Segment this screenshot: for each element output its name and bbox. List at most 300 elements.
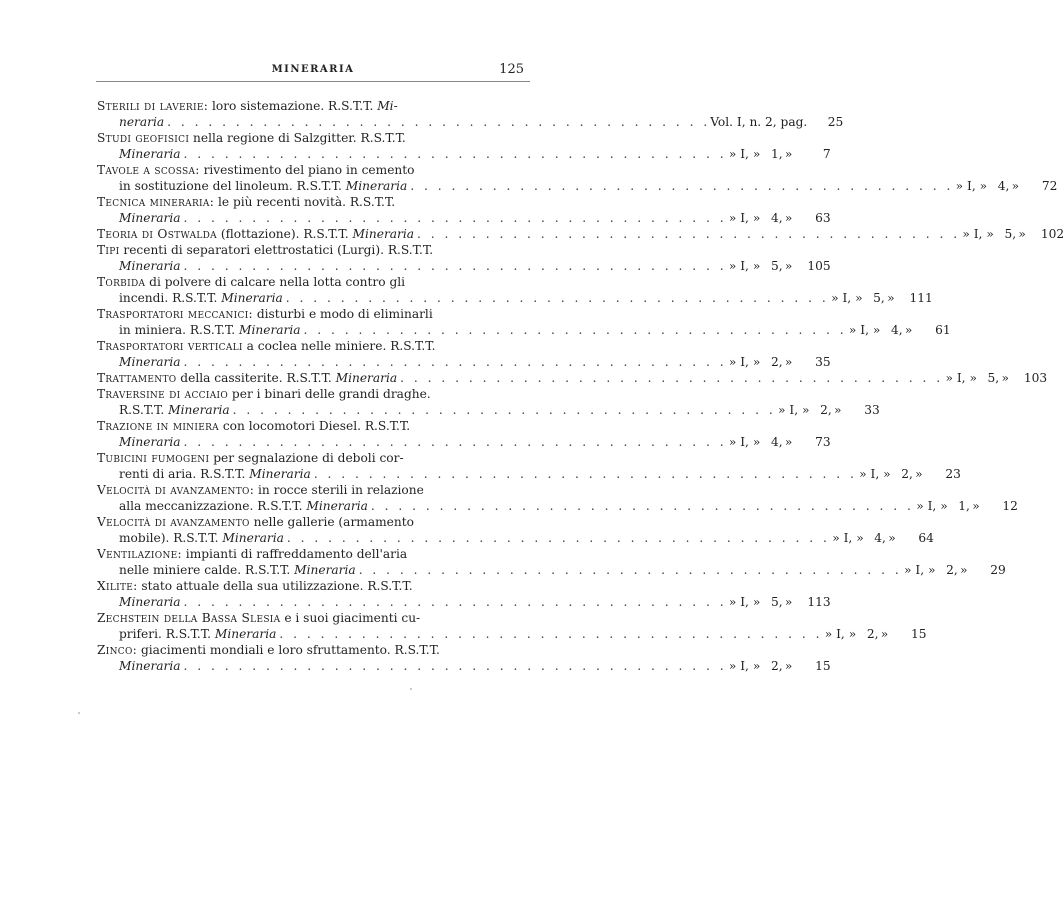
- header-rule: [96, 81, 530, 82]
- entry-line: [97, 450, 529, 466]
- journal-name: Mineraria: [119, 259, 181, 273]
- entry-description: renti di aria. R.S.T.T.: [119, 467, 250, 481]
- volume: I,: [789, 403, 799, 417]
- entry-line: [97, 610, 529, 626]
- page-reference: [943, 370, 1047, 386]
- page-reference: [847, 322, 951, 338]
- entry-description: (flottazione). R.S.T.T.: [216, 227, 353, 241]
- index-entries: [97, 98, 1064, 674]
- dot-leader: . . . . . . . . . . . . . . . . . . . . . . . . . . . . . . . . . . . . . . . .: [183, 595, 727, 609]
- journal-name: Mineraria: [119, 435, 181, 449]
- index-entry: [97, 98, 844, 130]
- page-number-ref: 7: [822, 147, 831, 161]
- entry-description: per segnalazione di deboli cor-: [209, 451, 404, 465]
- page-number-ref: 29: [990, 563, 1006, 577]
- journal-name: Mi-: [377, 99, 398, 113]
- ditto-mark: »: [831, 291, 839, 305]
- page-reference: [953, 178, 1057, 194]
- entry-text: [119, 530, 284, 546]
- index-entry: [97, 482, 1018, 514]
- reference-page: 25: [827, 115, 844, 129]
- entry-line: [97, 498, 1018, 514]
- ditto-mark: »: [752, 355, 761, 369]
- paper-speck: [410, 688, 412, 690]
- running-header: [96, 64, 530, 86]
- entry-description: R.S.T.T.: [119, 403, 169, 417]
- journal-name: Mineraria: [119, 147, 181, 161]
- entry-text: [97, 162, 415, 178]
- dot-leader: . . . . . . . . . . . . . . . . . . . . . . . . . . . . . . . . . . . . . . . .: [303, 323, 847, 337]
- entry-heading: Teoria di Ostwalda: [97, 227, 217, 241]
- index-entry: [97, 274, 933, 306]
- entry-text: [97, 514, 414, 530]
- entry-text: [97, 386, 431, 402]
- page-number-ref: 61: [935, 323, 951, 337]
- entry-description: recenti di separatori elettrostatici (Lurgi). R.S.T.T.: [119, 243, 434, 257]
- index-entry: [97, 242, 831, 274]
- dot-leader: . . . . . . . . . . . . . . . . . . . . . . . . . . . . . . . . . . . . . . . .: [183, 659, 727, 673]
- ditto-mark: »: [928, 563, 936, 577]
- entry-heading: Trasportatori meccanici:: [97, 307, 253, 321]
- ditto-mark: »: [986, 227, 994, 241]
- journal-name: Mineraria: [335, 371, 398, 385]
- index-entry: [97, 194, 831, 226]
- ditto-mark: »: [872, 323, 881, 337]
- ditto-mark: »: [728, 435, 737, 449]
- index-entry: [97, 226, 1064, 242]
- entry-line: [97, 466, 961, 482]
- issue-number: 2,: [901, 467, 913, 481]
- page-reference: [829, 290, 933, 306]
- volume: I,: [860, 323, 869, 337]
- journal-name: Mineraria: [352, 227, 415, 241]
- ditto-mark: »: [962, 227, 970, 241]
- entry-line: [97, 242, 529, 258]
- page-number-ref: 23: [945, 467, 961, 481]
- ditto-mark: »: [728, 147, 737, 161]
- dot-leader: . . . . . . . . . . . . . . . . . . . . . . . . . . . . . . . . . . . . . . . .: [313, 467, 857, 481]
- volume: I,: [843, 531, 853, 545]
- index-entry: [97, 642, 831, 674]
- entry-description: impianti di raffreddamento dell'aria: [181, 547, 408, 561]
- entry-text: [119, 322, 301, 338]
- entry-heading: Trazione in miniera: [97, 419, 219, 433]
- page-reference: [727, 146, 831, 162]
- volume: I,: [836, 627, 845, 641]
- issue-number: 2,: [770, 659, 783, 673]
- entry-line: [97, 578, 529, 594]
- journal-name: neraria: [119, 115, 165, 129]
- issue-number: 5,: [1004, 227, 1017, 241]
- ditto-mark: »: [945, 371, 953, 385]
- ditto-mark: »: [752, 659, 761, 673]
- dot-leader: . . . . . . . . . . . . . . . . . . . . . . . . . . . . . . . . . . . . . . . .: [370, 499, 914, 513]
- ditto-mark: »: [880, 627, 889, 641]
- entry-line: [97, 306, 529, 322]
- entry-description: di polvere di calcare nella lotta contro gli: [145, 275, 406, 289]
- entry-text: [119, 114, 164, 130]
- entry-description: alla meccanizzazione. R.S.T.T.: [119, 499, 307, 513]
- entry-description: priferi. R.S.T.T.: [119, 627, 215, 641]
- ditto-mark: »: [752, 259, 761, 273]
- dot-leader: . . . . . . . . . . . . . . . . . . . . . . . . . . . . . . . . . . . . . . . .: [417, 227, 961, 241]
- journal-name: Mineraria: [221, 291, 283, 305]
- page-number-ref: 73: [815, 435, 831, 449]
- entry-description: incendi. R.S.T.T.: [119, 291, 222, 305]
- entry-text: [97, 418, 410, 434]
- index-entry: [97, 162, 1058, 194]
- ditto-mark: »: [979, 179, 988, 193]
- entry-line: [97, 594, 831, 610]
- entry-text: [97, 370, 397, 386]
- issue-number: 1,: [958, 499, 970, 513]
- dot-leader: . . . . . . . . . . . . . . . . . . . . . . . . . . . . . . . . . . . . . . . .: [183, 355, 727, 369]
- volume: I,: [967, 179, 976, 193]
- paper-speck: [78, 712, 80, 714]
- ditto-mark: »: [916, 499, 924, 513]
- entry-line: [97, 354, 831, 370]
- entry-line: [97, 434, 831, 450]
- journal-name: Mineraria: [345, 179, 408, 193]
- entry-text: [97, 546, 407, 562]
- ditto-mark: »: [832, 531, 840, 545]
- entry-text: [119, 210, 181, 226]
- entry-description: in sostituzione del linoleum. R.S.T.T.: [119, 179, 346, 193]
- entry-line: [97, 418, 529, 434]
- page-number-ref: 111: [909, 291, 933, 305]
- ditto-mark: »: [887, 291, 895, 305]
- volume: I,: [956, 371, 966, 385]
- entry-heading: Velocità di avanzamento:: [97, 483, 255, 497]
- ditto-mark: »: [784, 147, 793, 161]
- journal-name: Mineraria: [119, 595, 181, 609]
- ditto-mark: »: [955, 179, 964, 193]
- entry-text: [97, 274, 405, 290]
- entry-text: [119, 146, 181, 162]
- issue-number: 2,: [770, 355, 783, 369]
- ditto-mark: »: [848, 323, 857, 337]
- entry-text: [119, 178, 407, 194]
- page-number-ref: 63: [815, 211, 831, 225]
- page-reference: [727, 354, 831, 370]
- entry-line: [97, 514, 529, 530]
- ditto-mark: »: [940, 499, 948, 513]
- page-number-ref: 12: [1002, 499, 1018, 513]
- index-entry: [97, 418, 831, 450]
- entry-text: [119, 498, 368, 514]
- page-number-ref: 72: [1041, 179, 1058, 193]
- ditto-mark: »: [969, 371, 977, 385]
- entry-line: [97, 274, 529, 290]
- entry-text: [97, 98, 398, 114]
- page-reference: [822, 626, 926, 642]
- issue-number: 2,: [946, 563, 958, 577]
- journal-name: Mineraria: [222, 531, 284, 545]
- volume: I,: [740, 147, 749, 161]
- entry-line: [97, 210, 831, 226]
- page-number-ref: 35: [815, 355, 831, 369]
- issue-number: 4,: [890, 323, 903, 337]
- entry-description: stato attuale della sua utilizzazione. R.S.T.T.: [137, 579, 413, 593]
- dot-leader: . . . . . . . . . . . . . . . . . . . . . . . . . . . . . . . . . . . . . . . .: [410, 179, 954, 193]
- ditto-mark: »: [972, 499, 980, 513]
- ditto-mark: »: [1011, 179, 1020, 193]
- index-entry: [97, 386, 880, 418]
- volume: I,: [740, 659, 749, 673]
- volume: I,: [740, 435, 749, 449]
- entry-text: [97, 642, 440, 658]
- entry-description: mobile). R.S.T.T.: [119, 531, 223, 545]
- ditto-mark: »: [848, 627, 857, 641]
- ditto-mark: »: [728, 595, 737, 609]
- entry-text: [119, 354, 181, 370]
- page-reference: [857, 466, 961, 482]
- entry-text: [97, 194, 395, 210]
- volume: I,: [927, 499, 937, 513]
- entry-heading: Tavole a scossa:: [97, 163, 200, 177]
- journal-name: Mineraria: [294, 563, 356, 577]
- entry-line: [97, 402, 880, 418]
- volume: I,: [740, 259, 749, 273]
- entry-line: [97, 114, 844, 130]
- entry-text: [119, 258, 181, 274]
- entry-description: della cassiterite. R.S.T.T.: [176, 371, 336, 385]
- ditto-mark: »: [728, 355, 737, 369]
- ditto-mark: »: [784, 435, 793, 449]
- entry-heading: Xilite:: [97, 579, 138, 593]
- entry-description: loro sistemazione. R.S.T.T.: [208, 99, 378, 113]
- page-reference: [727, 258, 831, 274]
- entry-line: [97, 146, 831, 162]
- issue-number: 4,: [770, 211, 783, 225]
- page-reference: [710, 114, 843, 130]
- entry-heading: Traversine di acciaio: [97, 387, 229, 401]
- header-title: MINERARIA: [271, 64, 355, 75]
- entry-description: per i binari delle grandi draghe.: [228, 387, 431, 401]
- page-reference: [727, 434, 831, 450]
- ditto-mark: »: [728, 211, 737, 225]
- entry-text: [119, 434, 181, 450]
- ditto-mark: »: [904, 563, 912, 577]
- ditto-mark: »: [784, 659, 793, 673]
- entry-line: [97, 130, 529, 146]
- entry-text: [97, 578, 413, 594]
- ditto-mark: »: [1018, 227, 1026, 241]
- issue-number: 4,: [770, 435, 783, 449]
- issue-number: 2,: [866, 627, 879, 641]
- journal-name: Mineraria: [119, 211, 181, 225]
- entry-line: [97, 98, 529, 114]
- ditto-mark: »: [728, 659, 737, 673]
- index-entry: [97, 338, 831, 370]
- index-entry: [97, 578, 831, 610]
- page-number-ref: 15: [910, 627, 927, 641]
- entry-line: [97, 178, 1058, 194]
- entry-heading: Tecnica mineraria:: [97, 195, 215, 209]
- ditto-mark: »: [834, 403, 842, 417]
- page-number-ref: 15: [815, 659, 831, 673]
- page-number-ref: 113: [807, 595, 831, 609]
- dot-leader: . . . . . . . . . . . . . . . . . . . . . . . . . . . . . . . . . . . . . . . .: [279, 627, 823, 641]
- entry-heading: Zinco:: [97, 643, 138, 657]
- dot-leader: . . . . . . . . . . . . . . . . . . . . . . . . . . . . . . . . . . . . . . . .: [285, 291, 829, 305]
- entry-line: [97, 370, 1048, 386]
- page-reference: [727, 594, 831, 610]
- entry-heading: Studi geofisici: [97, 131, 190, 145]
- entry-text: [119, 658, 181, 674]
- page-number: 125: [499, 62, 524, 77]
- page-number-ref: 105: [807, 259, 831, 273]
- ditto-mark: »: [728, 259, 737, 273]
- ditto-mark: »: [752, 147, 761, 161]
- journal-name: Mineraria: [119, 355, 181, 369]
- issue-number: 1,: [770, 147, 783, 161]
- entry-text: [119, 466, 311, 482]
- entry-text: [119, 626, 276, 642]
- dot-leader: . . . . . . . . . . . . . . . . . . . . . . . . . . . . . . . . . . . . . . . .: [232, 403, 776, 417]
- ditto-mark: »: [855, 291, 863, 305]
- index-entry: [97, 610, 927, 642]
- entry-description: e i suoi giacimenti cu-: [280, 611, 421, 625]
- entry-heading: Velocità di avanzamento: [97, 515, 250, 529]
- entry-line: [97, 626, 927, 642]
- entry-description: nella regione di Salzgitter. R.S.T.T.: [189, 131, 406, 145]
- entry-text: [119, 594, 181, 610]
- entry-heading: Zechstein della Bassa Slesia: [97, 611, 281, 625]
- volume: I,: [973, 227, 983, 241]
- journal-name: Mineraria: [306, 499, 368, 513]
- entry-heading: Tipi: [97, 243, 120, 257]
- issue-number: 5,: [770, 259, 783, 273]
- ditto-mark: »: [752, 435, 761, 449]
- entry-line: [97, 322, 951, 338]
- entry-line: [97, 386, 529, 402]
- entry-line: [97, 162, 529, 178]
- ditto-mark: »: [752, 595, 761, 609]
- ditto-mark: »: [915, 467, 923, 481]
- issue-number: 2,: [820, 403, 832, 417]
- entry-line: [97, 258, 831, 274]
- ditto-mark: »: [784, 211, 793, 225]
- index-entry: [97, 370, 1048, 386]
- page-reference: [902, 562, 1006, 578]
- entry-text: [97, 130, 406, 146]
- page-number-ref: 33: [864, 403, 880, 417]
- entry-description: giacimenti mondiali e loro sfruttamento. R.S.T.T.: [137, 643, 440, 657]
- entry-text: [119, 402, 230, 418]
- ditto-mark: »: [784, 355, 793, 369]
- entry-text: [119, 290, 283, 306]
- index-entry: [97, 514, 934, 546]
- journal-name: Mineraria: [214, 627, 277, 641]
- dot-leader: . . . . . . . . . . . . . . . . . . . . . . . . . . . . . . . . . . . . . . . .: [183, 259, 727, 273]
- dot-leader: . . . . . . . . . . . . . . . . . . . . . . . . . . . . . . . . . . . . . . . .: [167, 115, 711, 129]
- ditto-mark: »: [904, 323, 913, 337]
- ditto-mark: »: [784, 259, 793, 273]
- entry-text: [97, 306, 433, 322]
- entry-heading: Trasportatori verticali: [97, 339, 243, 353]
- page-reference: [727, 210, 831, 226]
- ditto-mark: »: [1001, 371, 1009, 385]
- entry-text: [97, 338, 435, 354]
- page-reference: [776, 402, 880, 418]
- dot-leader: . . . . . . . . . . . . . . . . . . . . . . . . . . . . . . . . . . . . . . . .: [183, 435, 727, 449]
- volume: I,: [870, 467, 880, 481]
- entry-heading: Ventilazione:: [97, 547, 182, 561]
- ditto-mark: »: [778, 403, 786, 417]
- entry-heading: Tubicini fumogeni: [97, 451, 210, 465]
- entry-line: [97, 642, 529, 658]
- volume: I,: [740, 355, 749, 369]
- issue-number: 4,: [997, 179, 1010, 193]
- entry-description: rivestimento del piano in cemento: [199, 163, 415, 177]
- ditto-mark: »: [856, 531, 864, 545]
- entry-line: [97, 482, 529, 498]
- entry-heading: Torbida: [97, 275, 146, 289]
- entry-line: [97, 290, 933, 306]
- ditto-mark: »: [883, 467, 891, 481]
- dot-leader: . . . . . . . . . . . . . . . . . . . . . . . . . . . . . . . . . . . . . . . .: [400, 371, 944, 385]
- entry-description: le più recenti novità. R.S.T.T.: [214, 195, 396, 209]
- dot-leader: . . . . . . . . . . . . . . . . . . . . . . . . . . . . . . . . . . . . . . . .: [183, 147, 727, 161]
- entry-text: [97, 610, 420, 626]
- volume: I,: [915, 563, 925, 577]
- entry-description: a coclea nelle miniere. R.S.T.T.: [242, 339, 436, 353]
- index-entry: [97, 306, 951, 338]
- entry-description: in rocce sterili in relazione: [254, 483, 424, 497]
- entry-description: disturbi e modo di eliminarli: [252, 307, 433, 321]
- volume: I,: [740, 211, 749, 225]
- journal-name: Mineraria: [119, 659, 181, 673]
- entry-line: [97, 658, 831, 674]
- page-reference: [960, 226, 1064, 242]
- dot-leader: . . . . . . . . . . . . . . . . . . . . . . . . . . . . . . . . . . . . . . . .: [183, 211, 727, 225]
- issue-number: 5,: [770, 595, 783, 609]
- ditto-mark: »: [888, 531, 896, 545]
- issue-number: 5,: [873, 291, 885, 305]
- page-reference: [727, 658, 831, 674]
- ditto-mark: »: [960, 563, 968, 577]
- volume: I,: [842, 291, 852, 305]
- entry-heading: Sterili di laverie:: [97, 99, 209, 113]
- page-number-ref: 103: [1023, 371, 1048, 385]
- ditto-mark: »: [824, 627, 833, 641]
- entry-line: [97, 562, 1006, 578]
- entry-text: [97, 226, 414, 242]
- page-number-ref: 64: [918, 531, 934, 545]
- entry-line: [97, 338, 529, 354]
- issue-number: 5,: [987, 371, 1000, 385]
- ditto-mark: »: [859, 467, 867, 481]
- journal-name: Mineraria: [168, 403, 230, 417]
- dot-leader: . . . . . . . . . . . . . . . . . . . . . . . . . . . . . . . . . . . . . . . .: [286, 531, 830, 545]
- ditto-mark: »: [784, 595, 793, 609]
- ditto-mark: »: [752, 211, 761, 225]
- journal-name: Mineraria: [249, 467, 311, 481]
- entry-text: [97, 450, 404, 466]
- page-number-ref: 102: [1040, 227, 1064, 241]
- journal-name: Mineraria: [239, 323, 301, 337]
- ditto-mark: »: [802, 403, 810, 417]
- index-entry: [97, 546, 1006, 578]
- page-reference: [830, 530, 934, 546]
- index-entry: [97, 450, 961, 482]
- entry-text: [97, 482, 424, 498]
- entry-text: [97, 242, 433, 258]
- entry-description: nelle miniere calde. R.S.T.T.: [119, 563, 295, 577]
- page-reference: [914, 498, 1018, 514]
- entry-description: in miniera. R.S.T.T.: [119, 323, 240, 337]
